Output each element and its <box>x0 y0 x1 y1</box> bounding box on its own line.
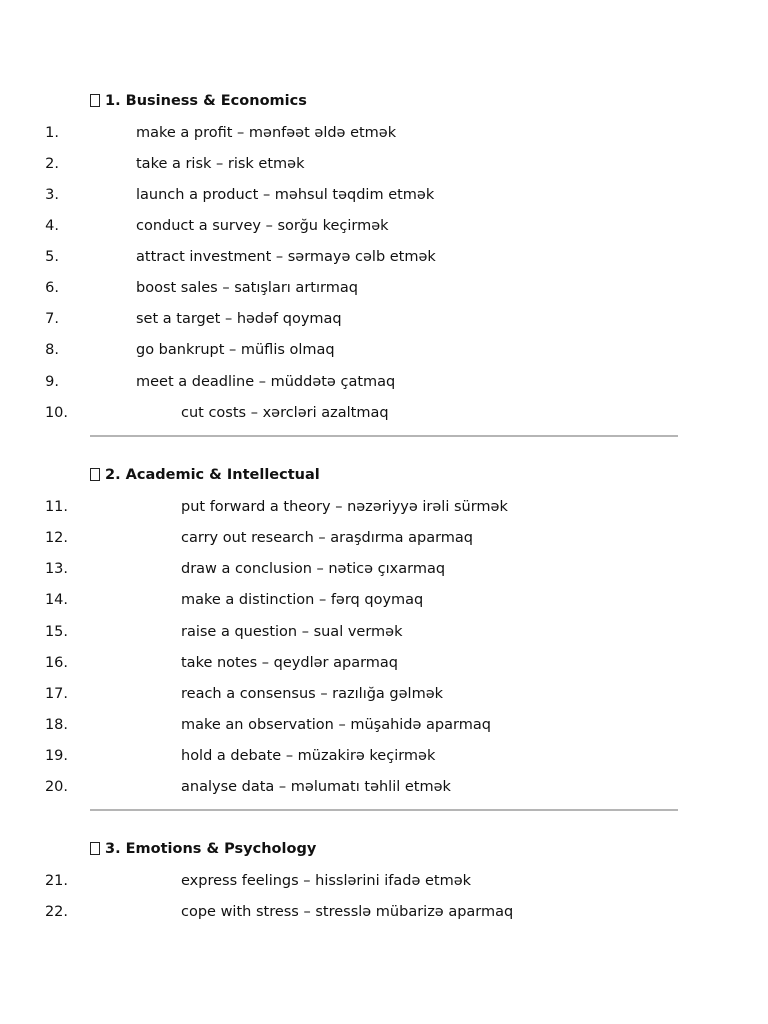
item-number: 10. <box>44 405 68 421</box>
list-item <box>0 654 700 672</box>
section-title: 3. Emotions & Psychology <box>105 841 317 857</box>
list-item <box>0 155 700 173</box>
item-text: set a target – hədəf qoymaq <box>136 311 342 327</box>
item-text: hold a debate – müzakirə keçirmək <box>181 748 436 764</box>
item-text: put forward a theory – nəzəriyyə irəli sürmək <box>181 499 508 515</box>
item-text: conduct a survey – sorğu keçirmək <box>136 218 389 234</box>
section-divider <box>90 809 678 811</box>
item-number: 14. <box>44 592 68 608</box>
item-text: meet a deadline – müddətə çatmaq <box>136 374 396 390</box>
list-item <box>0 310 700 328</box>
section-heading-business <box>90 92 307 110</box>
item-number: 15. <box>44 624 68 640</box>
list-item <box>0 279 700 297</box>
item-number: 9. <box>45 374 59 390</box>
section-heading-academic <box>90 466 320 484</box>
item-text: take notes – qeydlər aparmaq <box>181 655 398 671</box>
item-number: 8. <box>45 342 59 358</box>
list-item <box>0 217 700 235</box>
item-text: make a profit – mənfəət əldə etmək <box>136 125 397 141</box>
item-text: draw a conclusion – nəticə çıxarmaq <box>181 561 446 577</box>
list-item <box>0 623 700 641</box>
section-title: 2. Academic & Intellectual <box>105 467 320 483</box>
list-item <box>0 404 700 422</box>
item-number: 16. <box>44 655 68 671</box>
item-number: 2. <box>45 156 59 172</box>
list-item <box>0 124 700 142</box>
item-text: take a risk – risk etmək <box>136 156 305 172</box>
item-number: 11. <box>44 499 68 515</box>
item-text: carry out research – araşdırma aparmaq <box>181 530 474 546</box>
list-item <box>0 186 700 204</box>
square-box-icon <box>90 842 100 855</box>
item-number: 4. <box>45 218 59 234</box>
list-item <box>0 591 700 609</box>
item-text: reach a consensus – razılığa gəlmək <box>181 686 444 702</box>
item-number: 17. <box>44 686 68 702</box>
item-number: 22. <box>44 904 68 920</box>
item-number: 6. <box>45 280 59 296</box>
item-text: cut costs – xərcləri azaltmaq <box>181 405 389 421</box>
item-number: 7. <box>45 311 59 327</box>
list-item <box>0 903 700 921</box>
list-item <box>0 716 700 734</box>
item-number: 12. <box>44 530 68 546</box>
list-item <box>0 373 700 391</box>
item-text: make an observation – müşahidə aparmaq <box>181 717 491 733</box>
square-box-icon <box>90 468 100 481</box>
item-text: go bankrupt – müflis olmaq <box>136 342 335 358</box>
item-text: cope with stress – stresslə mübarizə aparmaq <box>181 904 514 920</box>
square-box-icon <box>90 94 100 107</box>
item-number: 3. <box>45 187 59 203</box>
list-item <box>0 529 700 547</box>
item-text: attract investment – sərmayə cəlb etmək <box>136 249 436 265</box>
item-number: 18. <box>44 717 68 733</box>
item-text: raise a question – sual vermək <box>181 624 403 640</box>
list-item <box>0 685 700 703</box>
section-title: 1. Business & Economics <box>105 93 307 109</box>
list-item <box>0 778 700 796</box>
item-number: 20. <box>44 779 68 795</box>
list-item <box>0 341 700 359</box>
section-divider <box>90 435 678 437</box>
item-number: 1. <box>45 125 59 141</box>
list-item <box>0 747 700 765</box>
item-text: launch a product – məhsul təqdim etmək <box>136 187 435 203</box>
item-number: 19. <box>44 748 68 764</box>
item-number: 21. <box>44 873 68 889</box>
section-heading-emotions <box>90 840 316 858</box>
list-item <box>0 872 700 890</box>
item-text: analyse data – məlumatı təhlil etmək <box>181 779 451 795</box>
item-text: make a distinction – fərq qoymaq <box>181 592 424 608</box>
list-item <box>0 248 700 266</box>
item-number: 13. <box>44 561 68 577</box>
item-text: express feelings – hisslərini ifadə etmək <box>181 873 472 889</box>
list-item <box>0 498 700 516</box>
item-text: boost sales – satışları artırmaq <box>136 280 358 296</box>
list-item <box>0 560 700 578</box>
item-number: 5. <box>45 249 59 265</box>
